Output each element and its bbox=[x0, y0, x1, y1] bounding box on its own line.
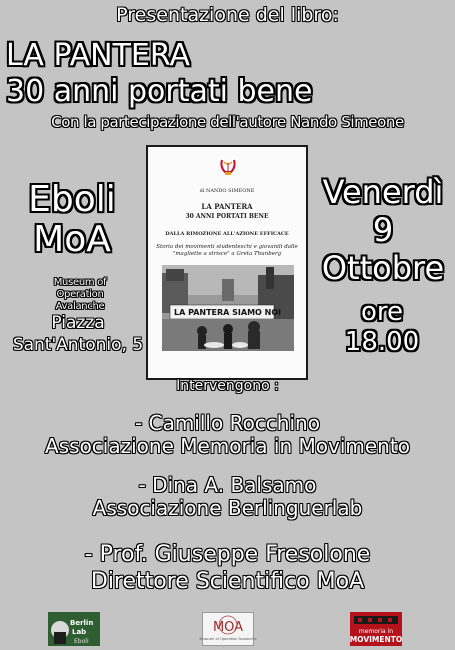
lyre-logo-icon bbox=[219, 157, 237, 177]
cover-title: LA PANTERA bbox=[201, 202, 253, 211]
header-title: Presentazione del libro: bbox=[116, 4, 339, 26]
berlinguer-lab-logo bbox=[48, 612, 100, 646]
museum-name bbox=[30, 277, 130, 313]
svg-text:Eboli: Eboli bbox=[74, 638, 89, 645]
city-line-2: MoA bbox=[33, 219, 111, 260]
cover-description: Storia dei movimenti studenteschi e giovanili dalle "magliette a strisce" a Greta Thunberg bbox=[156, 244, 298, 257]
book-title-line2: 30 anni portati bene bbox=[6, 74, 313, 109]
address-line-1: Piazza bbox=[51, 313, 105, 333]
banner-text: LA PANTERA SIAMO NOI bbox=[174, 308, 282, 317]
speaker-name: - Camillo Rocchino bbox=[135, 411, 320, 435]
svg-text:MOVIMENTO: MOVIMENTO bbox=[349, 635, 403, 644]
svg-text:Berlin: Berlin bbox=[70, 619, 94, 627]
cover-subtitle-2: DALLA RIMOZIONE ALL'AZIONE EFFICACE bbox=[165, 231, 289, 237]
address bbox=[8, 312, 148, 356]
cover-subtitle: 30 ANNI PORTATI BENE bbox=[185, 213, 269, 220]
memoria-in-movimento-logo bbox=[350, 612, 402, 646]
moa-logo bbox=[199, 612, 257, 646]
date-day: 9 bbox=[372, 211, 394, 249]
speaker-name: - Prof. Giuseppe Fresolone bbox=[84, 542, 371, 567]
address-line-2: Sant'Antonio, 5 bbox=[12, 335, 144, 355]
book-cover bbox=[146, 145, 308, 380]
speaker-org: Direttore Scientifico MoA bbox=[90, 569, 365, 594]
svg-text:Museum of Operation Avalanche: Museum of Operation Avalanche bbox=[199, 637, 257, 641]
speaker-name: - Dina A. Balsamo bbox=[138, 473, 317, 497]
speaker-item bbox=[0, 412, 455, 458]
date-weekday: Venerdì bbox=[322, 173, 444, 211]
event-date bbox=[318, 173, 448, 287]
svg-text:Lab: Lab bbox=[72, 628, 87, 636]
time-label: ore bbox=[360, 297, 404, 327]
speaker-item bbox=[0, 474, 455, 520]
speaker-item bbox=[0, 541, 455, 595]
moa-logo-icon bbox=[199, 613, 257, 645]
cover-author: di NANDO SIMEONE bbox=[199, 188, 255, 194]
participation-text: Con la partecipazione dell'autore Nando Simeone bbox=[51, 113, 404, 131]
museum-line-2: Avalanche bbox=[55, 301, 105, 312]
date-month: Ottobre bbox=[321, 249, 445, 287]
speaker-org: Associazione Memoria in Movimento bbox=[45, 434, 410, 458]
memoria-in-movimento-logo-icon bbox=[350, 612, 402, 646]
svg-text:MOA: MOA bbox=[212, 620, 244, 635]
speakers-label: Intervengono : bbox=[176, 378, 279, 394]
event-time bbox=[330, 297, 434, 357]
speaker-org: Associazione Berlinguerlab bbox=[92, 496, 363, 520]
city-line-1: Eboli bbox=[28, 179, 116, 220]
time-value: 18.00 bbox=[344, 327, 420, 357]
location-city bbox=[22, 180, 122, 260]
book-title-line1: LA PANTERA bbox=[6, 38, 191, 73]
museum-line-1: Museum of Operation bbox=[53, 277, 107, 300]
svg-text:memoria in: memoria in bbox=[358, 628, 394, 635]
berlinguer-lab-logo-icon bbox=[48, 612, 100, 646]
cover-protest-photo bbox=[162, 265, 294, 351]
